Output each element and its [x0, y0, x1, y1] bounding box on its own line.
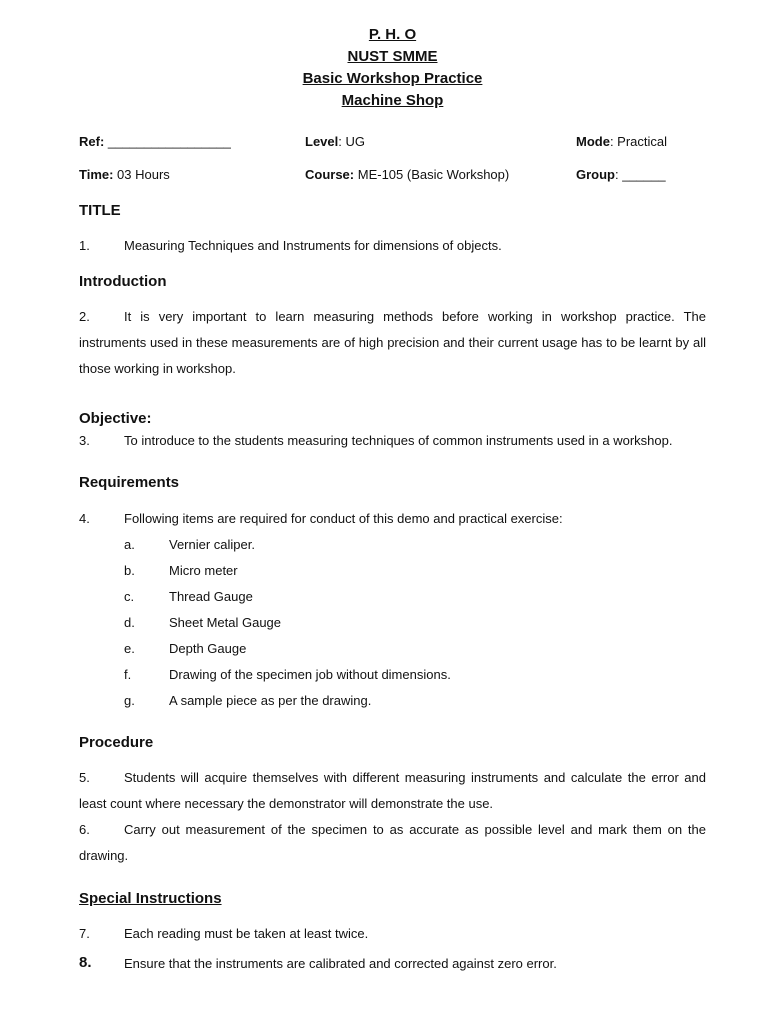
list-item-letter: g. — [124, 693, 135, 708]
para-2-text: It is very important to learn measuring methods before working in workshop practice. The instruments used in these measurements are of high precision and their current usage has to be learnt by all those working in workshop. — [79, 309, 706, 377]
requirements-heading: Requirements — [79, 474, 180, 491]
para-6-text: Carry out measurement of the specimen to as accurate as possible level and mark them on the drawing. — [79, 822, 706, 864]
para-8-number: 8. — [79, 954, 92, 971]
list-item-text: Vernier caliper. — [169, 537, 255, 552]
para-5 — [79, 765, 706, 817]
mode-field — [576, 134, 667, 149]
header-org: P. H. O — [368, 26, 417, 43]
list-item-text: Depth Gauge — [169, 641, 247, 656]
para-3-number: 3. — [79, 433, 90, 448]
header-shop: Machine Shop — [341, 92, 444, 109]
list-item-text: Micro meter — [169, 563, 238, 578]
para-5-text: Students will acquire themselves with different measuring instruments and calculate the error and least count where necessary the demonstrator will demonstrate the use. — [79, 770, 706, 812]
list-item-letter: b. — [124, 563, 135, 578]
list-item-text: A sample piece as per the drawing. — [169, 693, 372, 708]
list-item-text: Thread Gauge — [169, 589, 253, 604]
level-field — [305, 134, 365, 149]
para-8-text: Ensure that the instruments are calibrated and corrected against zero error. — [124, 956, 557, 971]
title-heading: TITLE — [79, 202, 121, 219]
para-1-number: 1. — [79, 238, 90, 253]
group-label: Group — [576, 167, 615, 182]
introduction-heading: Introduction — [79, 273, 167, 290]
list-item-text: Sheet Metal Gauge — [169, 615, 282, 630]
para-2-number: 2. — [79, 309, 90, 324]
course-value: ME-105 (Basic Workshop) — [354, 167, 510, 182]
ref-value: _________________ — [104, 134, 231, 149]
para-2 — [79, 304, 706, 383]
mode-label: Mode — [576, 134, 610, 149]
ref-label: Ref: — [79, 134, 105, 149]
para-7-text: Each reading must be taken at least twice. — [124, 926, 369, 941]
para-6-number: 6. — [79, 822, 90, 837]
group-field — [576, 167, 666, 182]
para-7-number: 7. — [79, 926, 90, 941]
para-4-text: Following items are required for conduct of this demo and practical exercise: — [124, 511, 563, 526]
time-field — [79, 167, 170, 182]
objective-heading: Objective: — [79, 410, 152, 427]
special-instructions-heading: Special Instructions — [79, 890, 222, 907]
list-item-text: Drawing of the specimen job without dimensions. — [169, 667, 451, 682]
para-3-text: To introduce to the students measuring techniques of common instruments used in a workshop. — [124, 433, 673, 448]
time-label: Time: — [79, 167, 114, 182]
list-item-letter: f. — [124, 667, 132, 682]
procedure-heading: Procedure — [79, 734, 154, 751]
mode-value: : Practical — [609, 134, 668, 149]
course-field — [305, 167, 509, 182]
list-item-letter: c. — [124, 589, 135, 604]
list-item-letter: d. — [124, 615, 135, 630]
header-institute: NUST SMME — [347, 48, 438, 65]
para-1-text: Measuring Techniques and Instruments for dimensions of objects. — [124, 238, 502, 253]
para-6 — [79, 817, 706, 869]
list-item-letter: e. — [124, 641, 135, 656]
header-subject: Basic Workshop Practice — [302, 70, 483, 87]
level-value: : UG — [338, 134, 365, 149]
para-5-number: 5. — [79, 770, 90, 785]
course-label: Course: — [305, 167, 355, 182]
list-item-letter: a. — [124, 537, 135, 552]
group-value: : ______ — [615, 167, 666, 182]
para-4-number: 4. — [79, 511, 90, 526]
time-value: 03 Hours — [113, 167, 170, 182]
level-label: Level — [305, 134, 339, 149]
ref-field — [79, 134, 231, 149]
